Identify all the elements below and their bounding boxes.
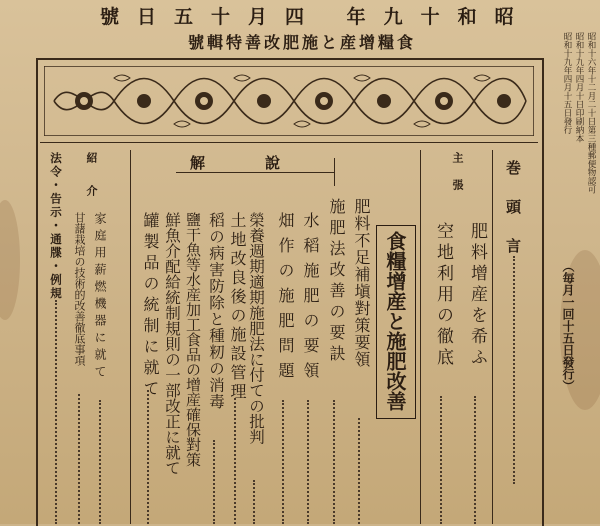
- dot-leader: [147, 390, 149, 524]
- ornament-divider: [40, 142, 538, 143]
- dot-leader: [474, 396, 476, 524]
- dot-leader: [333, 400, 335, 524]
- dot-leader: [253, 480, 255, 524]
- feature-item: 榮養週期適期施肥法に付ての批判: [247, 212, 265, 445]
- column-divider: [130, 150, 131, 524]
- dot-leader: [78, 394, 80, 524]
- paper-stain: [0, 200, 20, 320]
- kaisetsu-item: 鮮魚介配給統制規則の一部改正に就て: [163, 212, 181, 476]
- dot-leader: [513, 256, 515, 484]
- shokai-label: 紹介: [85, 152, 98, 218]
- dot-leader: [358, 418, 360, 524]
- kaisetsu-item: 鹽干魚等水産加工食品の增産確保對策: [184, 212, 202, 467]
- dot-leader: [282, 400, 284, 524]
- laws-label: 法令・告示・通牒・例規: [49, 152, 63, 301]
- dot-leader: [213, 440, 215, 524]
- kaisetsu-item: 稻の病害防除と種籾の消毒: [207, 212, 225, 410]
- column-divider: [492, 150, 493, 524]
- floral-ornament-icon: [44, 66, 534, 136]
- dot-leader: [99, 400, 101, 524]
- special-issue-title: 號輯特善改肥施と産增糧食: [188, 33, 417, 52]
- shucho-item: 肥料增産を希ふ: [467, 222, 487, 369]
- shucho-label: 主張: [451, 152, 464, 206]
- dot-leader: [55, 300, 57, 524]
- postal-note: 昭和十六年十二月二十日第三種郵便物認可: [586, 32, 596, 194]
- dot-leader: [440, 396, 442, 524]
- kaisetsu-title: 解說: [190, 154, 341, 172]
- kaisetsu-item: 罐製品の統制に就て: [141, 212, 160, 401]
- feature-item: 畑作の施肥問題: [276, 212, 295, 387]
- feature-title: 食糧增産と施肥改善: [383, 231, 407, 411]
- feature-item: 肥料不足補塡對策要領: [352, 198, 371, 368]
- dot-leader: [234, 398, 236, 524]
- kaisetsu-item: 土地改良後の施設管理: [228, 212, 247, 402]
- column-divider: [420, 150, 421, 524]
- feature-item: 水稻施肥の要領: [301, 212, 320, 387]
- frequency-note: （毎月一回十五日發行）: [561, 260, 575, 392]
- shokai-item: 家庭用薪燃機器に就て: [93, 212, 107, 382]
- shucho-item: 空地利用の徹底: [433, 222, 453, 369]
- issue-note: 昭和十九年四月十五日發行: [562, 32, 572, 134]
- print-note: 昭和十九年四月十日印刷納本: [574, 32, 584, 143]
- kantougen-title: 巻頭言: [504, 160, 522, 277]
- masthead-date: 號日五十月四 年九十和昭: [100, 6, 532, 28]
- shokai-item: 甘藷栽培の技術的改善徹底事項: [73, 212, 86, 366]
- dot-leader: [307, 400, 309, 524]
- feature-item: 施肥法改善の要訣: [327, 198, 346, 366]
